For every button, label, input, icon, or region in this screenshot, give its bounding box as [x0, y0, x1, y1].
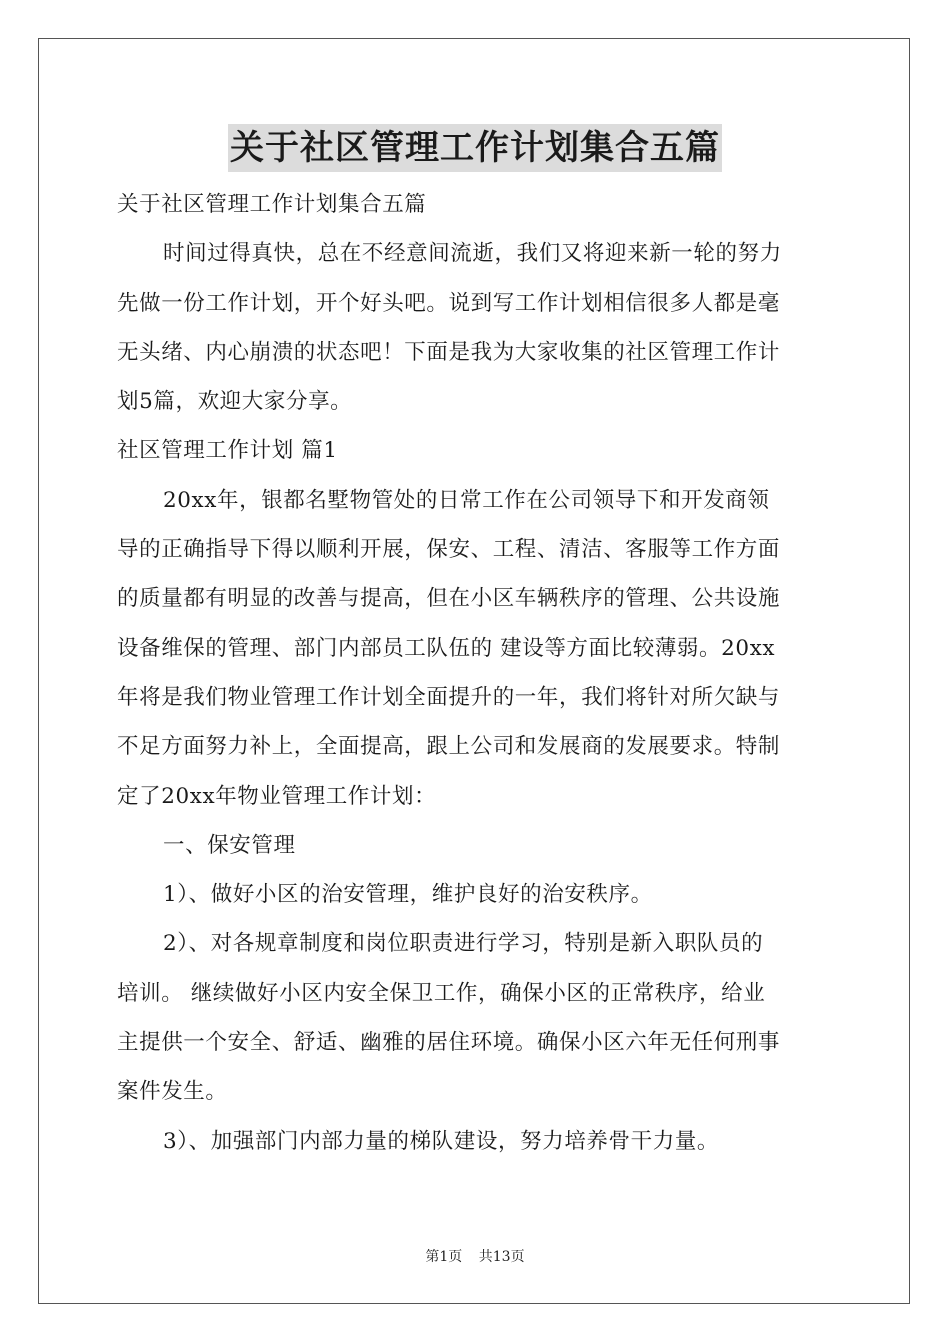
text-line: 一、保安管理 — [163, 832, 296, 858]
text-line: 无头绪、内心崩溃的状态吧！下面是我为大家收集的社区管理工作计 — [117, 339, 781, 365]
text-line: 关于社区管理工作计划集合五篇 — [117, 192, 427, 217]
text-line: 1）、做好小区的治安管理，维护良好的治安秩序。 — [163, 882, 653, 908]
text-line: 划5篇，欢迎大家分享。 — [117, 389, 353, 415]
document-title-text: 关于社区管理工作计划集合五篇 — [228, 124, 722, 172]
text-line: 的质量都有明显的改善与提高，但在小区车辆秩序的管理、公共设施 — [117, 586, 781, 612]
text-line: 案件发生。 — [117, 1079, 228, 1105]
page-total: 共13页 — [478, 1249, 525, 1265]
page-footer — [0, 1246, 950, 1266]
text-line: 定了20xx年物业管理工作计划： — [117, 783, 437, 809]
text-line: 年将是我们物业管理工作计划全面提升的一年，我们将针对所欠缺与 — [117, 684, 781, 710]
document-title — [0, 124, 950, 172]
text-line: 培训。 继续做好小区内安全保卫工作，确保小区的正常秩序，给业 — [117, 980, 766, 1006]
text-line: 时间过得真快，总在不经意间流逝，我们又将迎来新一轮的努力 — [163, 241, 782, 267]
text-line: 不足方面努力补上，全面提高，跟上公司和发展商的发展要求。特制 — [117, 734, 781, 760]
document-body — [117, 180, 839, 1166]
text-line: 20xx年，银都名墅物管处的日常工作在公司领导下和开发商领 — [163, 487, 770, 513]
text-line: 设备维保的管理、部门内部员工队伍的 建设等方面比较薄弱。20xx — [117, 635, 776, 661]
text-line: 导的正确指导下得以顺利开展，保安、工程、清洁、客服等工作方面 — [117, 537, 781, 563]
text-line: 社区管理工作计划 篇1 — [117, 438, 338, 464]
text-line: 主提供一个安全、舒适、幽雅的居住环境。确保小区六年无任何刑事 — [117, 1030, 781, 1056]
page-number: 第1页 — [425, 1249, 463, 1265]
text-line: 2）、对各规章制度和岗位职责进行学习，特别是新入职队员的 — [163, 931, 764, 957]
text-line: 先做一份工作计划，开个好头吧。说到写工作计划相信很多人都是毫 — [117, 290, 781, 316]
text-line: 3）、加强部门内部力量的梯队建设，努力培养骨干力量。 — [163, 1128, 720, 1154]
